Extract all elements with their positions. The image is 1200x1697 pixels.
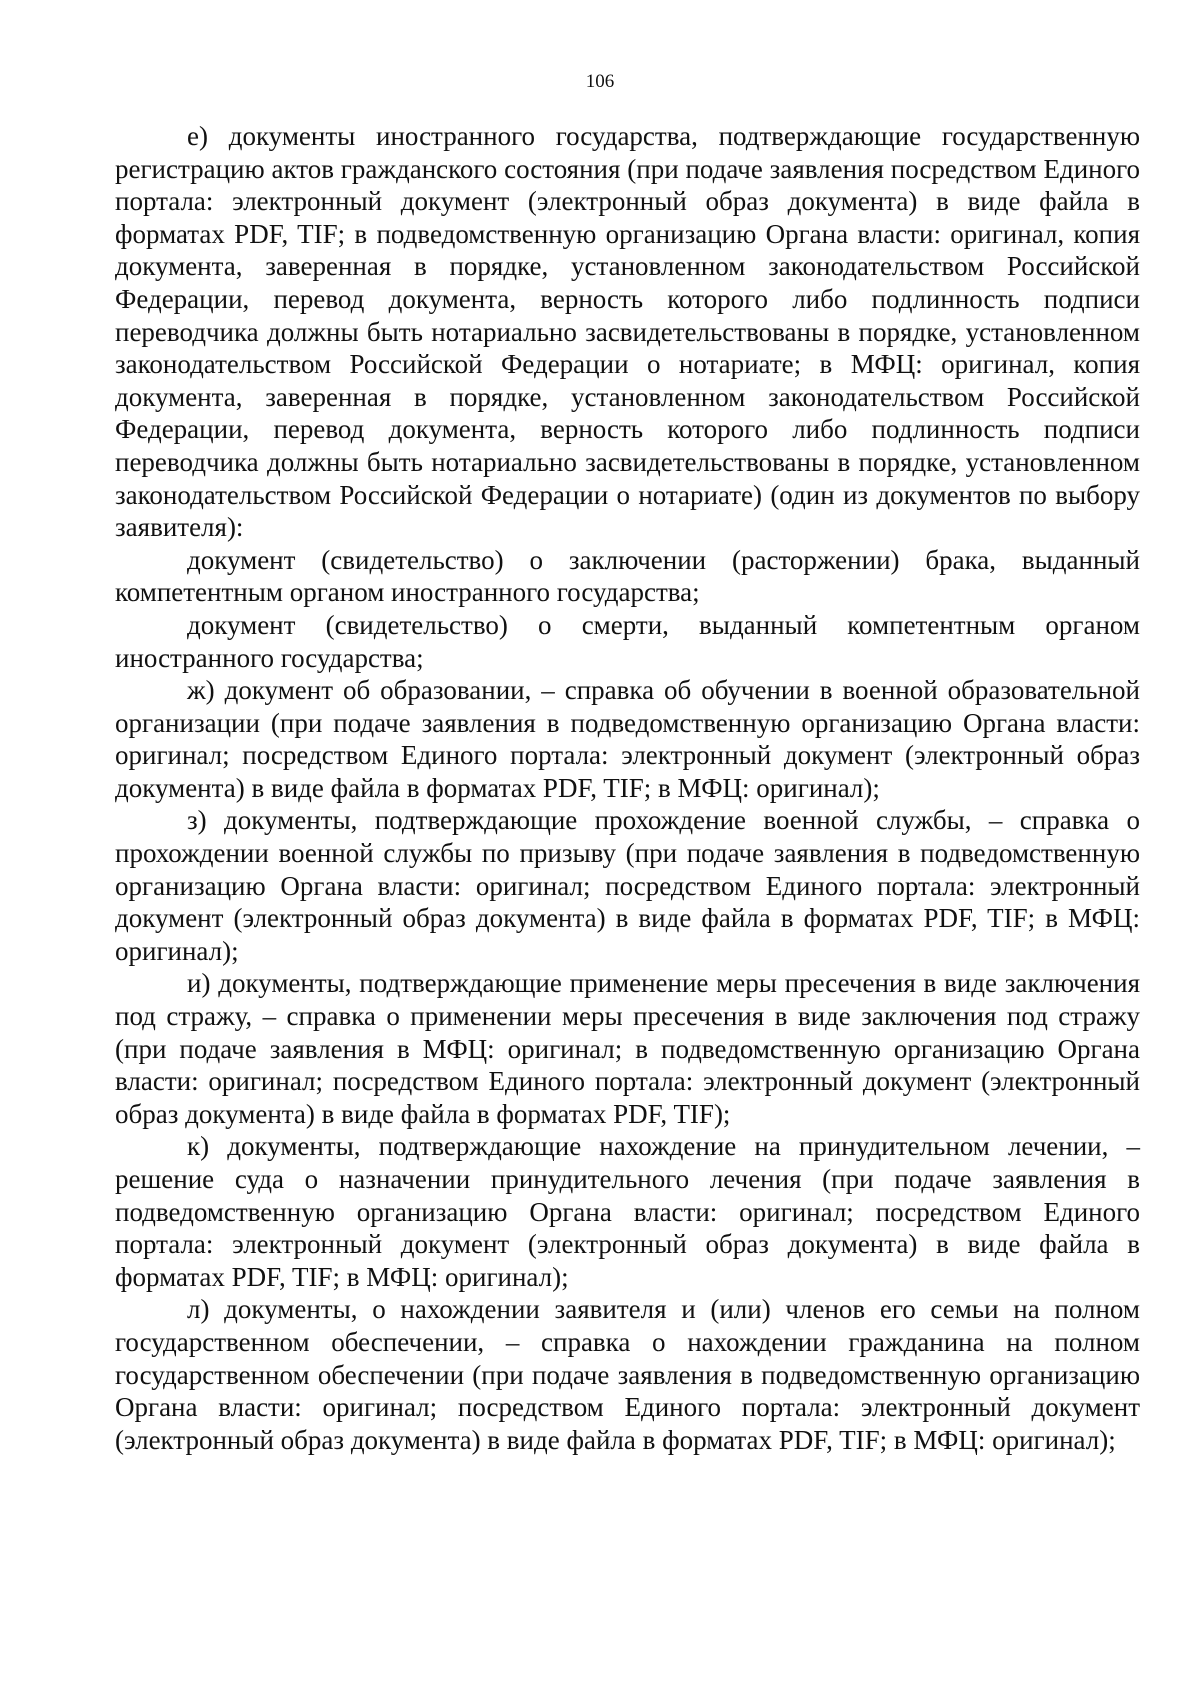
paragraph-e-foreign-documents: е) документы иностранного государства, подтверждающие государственную регистрацию актов гражданского состояния (при подаче заявления посредством Единого портала: электронный документ (электронный образ документа) в виде файла в форматах PDF, TIF; в подведомственную организацию Органа власти: оригинал, копия документа, заверенная в порядке, установленном законодательством Российской Федерации, перевод документа, верность которого либо подлинность подписи переводчика должны быть нотариально засвидетельствованы в порядке, установленном законодательством Российской Федерации о нотариате; в МФЦ: оригинал, копия документа, заверенная в порядке, установленном законодательством Российской Федерации, перевод документа, верность которого либо подлинность подписи переводчика должны быть нотариально засвидетельствованы в порядке, установленном законодательством Российской Федерации о нотариате) (один из документов по выбору заявителя): <box>115 121 1140 543</box>
paragraph-k-compulsory-treatment: к) документы, подтверждающие нахождение на принудительном лечении, – решение суда о назначении принудительного лечения (при подаче заявления в подведомственную организацию Органа власти: оригинал; посредством Единого портала: электронный документ (электронный образ документа) в виде файла в форматах PDF, TIF; в МФЦ: оригинал); <box>115 1131 1140 1292</box>
paragraph-l-state-support: л) документы, о нахождении заявителя и (или) членов его семьи на полном государственном обеспечении, – справка о нахождении гражданина на полном государственном обеспечении (при подаче заявления в подведомственную организацию Органа власти: оригинал; посредством Единого портала: электронный документ (электронный образ документа) в виде файла в форматах PDF, TIF; в МФЦ: оригинал); <box>115 1294 1140 1455</box>
paragraph-zh-education-document: ж) документ об образовании, – справка об обучении в военной образовательной организации (при подаче заявления в подведомственную организацию Органа власти: оригинал; посредством Единого портала: электронный документ (электронный образ документа) в виде файла в форматах PDF, TIF; в МФЦ: оригинал); <box>115 675 1140 803</box>
paragraph-death-certificate: документ (свидетельство) о смерти, выданный компетентным органом иностранного государства; <box>115 609 1140 673</box>
page-number: 106 <box>585 71 615 92</box>
paragraph-z-military-service: з) документы, подтверждающие прохождение военной службы, – справка о прохождении военной службы по призыву (при подаче заявления в подведомственную организацию Органа власти: оригинал; посредством Единого портала: электронный документ (электронный образ документа) в виде файла в форматах PDF, TIF; в МФЦ: оригинал); <box>115 805 1140 966</box>
paragraph-i-custody-measure: и) документы, подтверждающие применение меры пресечения в виде заключения под стражу, – справка о применении меры пресечения в виде заключения под стражу (при подаче заявления в МФЦ: оригинал; в подведомственную организацию Органа власти: оригинал; посредством Единого портала: электронный документ (электронный образ документа) в виде файла в форматах PDF, TIF); <box>115 968 1140 1129</box>
document-body <box>115 120 1140 1456</box>
paragraph-marriage-certificate: документ (свидетельство) о заключении (расторжении) брака, выданный компетентным органом иностранного государства; <box>115 544 1140 608</box>
